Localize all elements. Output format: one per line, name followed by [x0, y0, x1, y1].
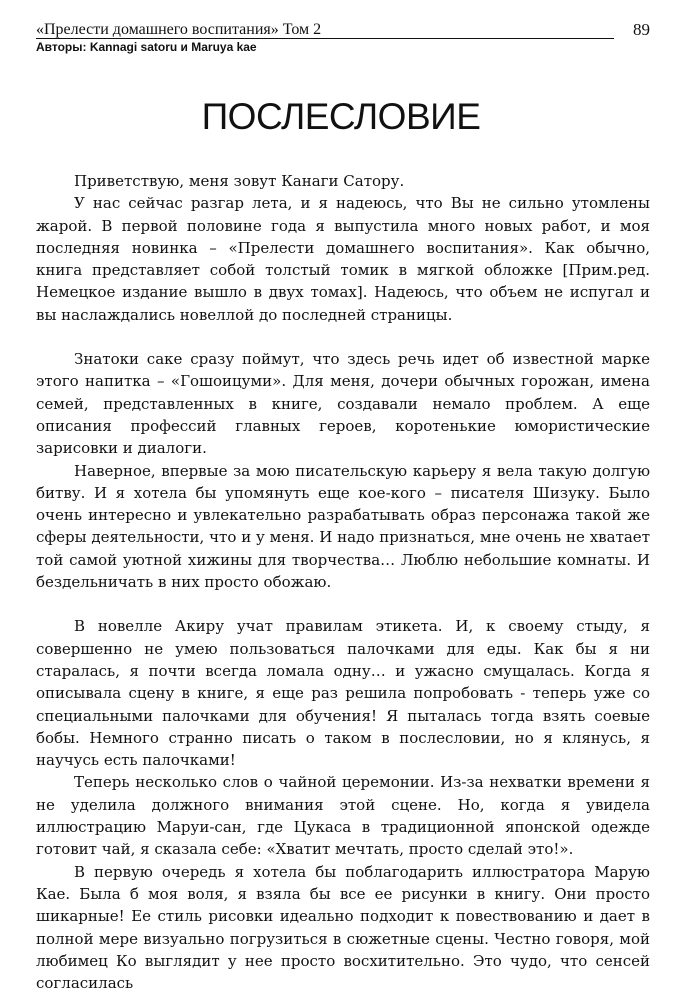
paragraph: В новелле Акиру учат правилам этикета. И, к своему стыду, я совершенно не умею пользоваться палочками для еды. Как бы я ни старалась, я почти всегда ломала одну… и ужасно смущалась. Когда я описывала сцену в книге, я еще раз решила попробовать - теперь уже со специальными палочками для обучения! Я пыталась тогда взять соевые бобы. Немного странно писать о таком в послесловии, но я клянусь, я научусь есть палочками! [36, 617, 650, 770]
header-rule [36, 38, 614, 39]
running-header [36, 20, 650, 60]
paragraph: Теперь несколько слов о чайной церемонии. Из-за нехватки времени я не уделила должного внимания этой сцене. Но, когда я увидела иллюстрацию Маруи-сан, где Цукаса в традиционной японской одежде готовит чай, я сказала себе: «Хватит мечтать, просто сделай это!». [36, 773, 650, 859]
body-text [36, 170, 650, 994]
header-book-title: «Прелести домашнего воспитания» Том 2 [36, 21, 322, 38]
paragraph: У нас сейчас разгар лета, и я надеюсь, что Вы не сильно утомлены жарой. В первой половине года я выпустила много новых работ, и моя последняя новинка – «Прелести домашнего воспитания». Как обычно, книга представляет собой толстый томик в мягкой обложке [Прим.ред. Немецкое издание вышло в двух томах]. Надеюсь, что объем не испугал и вы наслаждались новеллой до последней страницы. [36, 194, 650, 324]
paragraph: Знатоки саке сразу поймут, что здесь речь идет об известной марке этого напитка – «Гошоицуми». Для меня, дочери обычных горожан, имена семей, представленных в книге, создавали немало проблем. А еще описания профессий главных героев, коротенькие юмористические зарисовки и диалоги. [36, 350, 650, 458]
header-authors: Авторы: Kannagi satoru и Maruya kae [36, 40, 257, 54]
chapter-title: ПОСЛЕСЛОВИЕ [201, 96, 481, 137]
paragraph: Приветствую, меня зовут Канаги Сатору. [74, 172, 405, 190]
paragraph: В первую очередь я хотела бы поблагодарить иллюстратора Марую Кае. Была б моя воля, я взяла бы все ее рисунки в книгу. Они просто шикарные! Ее стиль рисовки идеально подходит к повествованию и дает в полной мере визуально погрузиться в сюжетные сцены. Честно говоря, мой любимец Ко выглядит у нее просто восхитительно. Это чудо, что сенсей согласилась [36, 862, 650, 993]
paragraph: Наверное, впервые за мою писательскую карьеру я вела такую долгую битву. И я хотела бы упомянуть еще кое-кого – писателя Шизуку. Было очень интересно и увлекательно разрабатывать образ персонажа такой же сферы деятельности, что и у меня. И надо признаться, мне очень не хватает той самой уютной хижины для творчества… Люблю небольшие комнаты. И бездельничать в них просто обожаю. [36, 461, 650, 592]
page-number: 89 [633, 20, 650, 39]
